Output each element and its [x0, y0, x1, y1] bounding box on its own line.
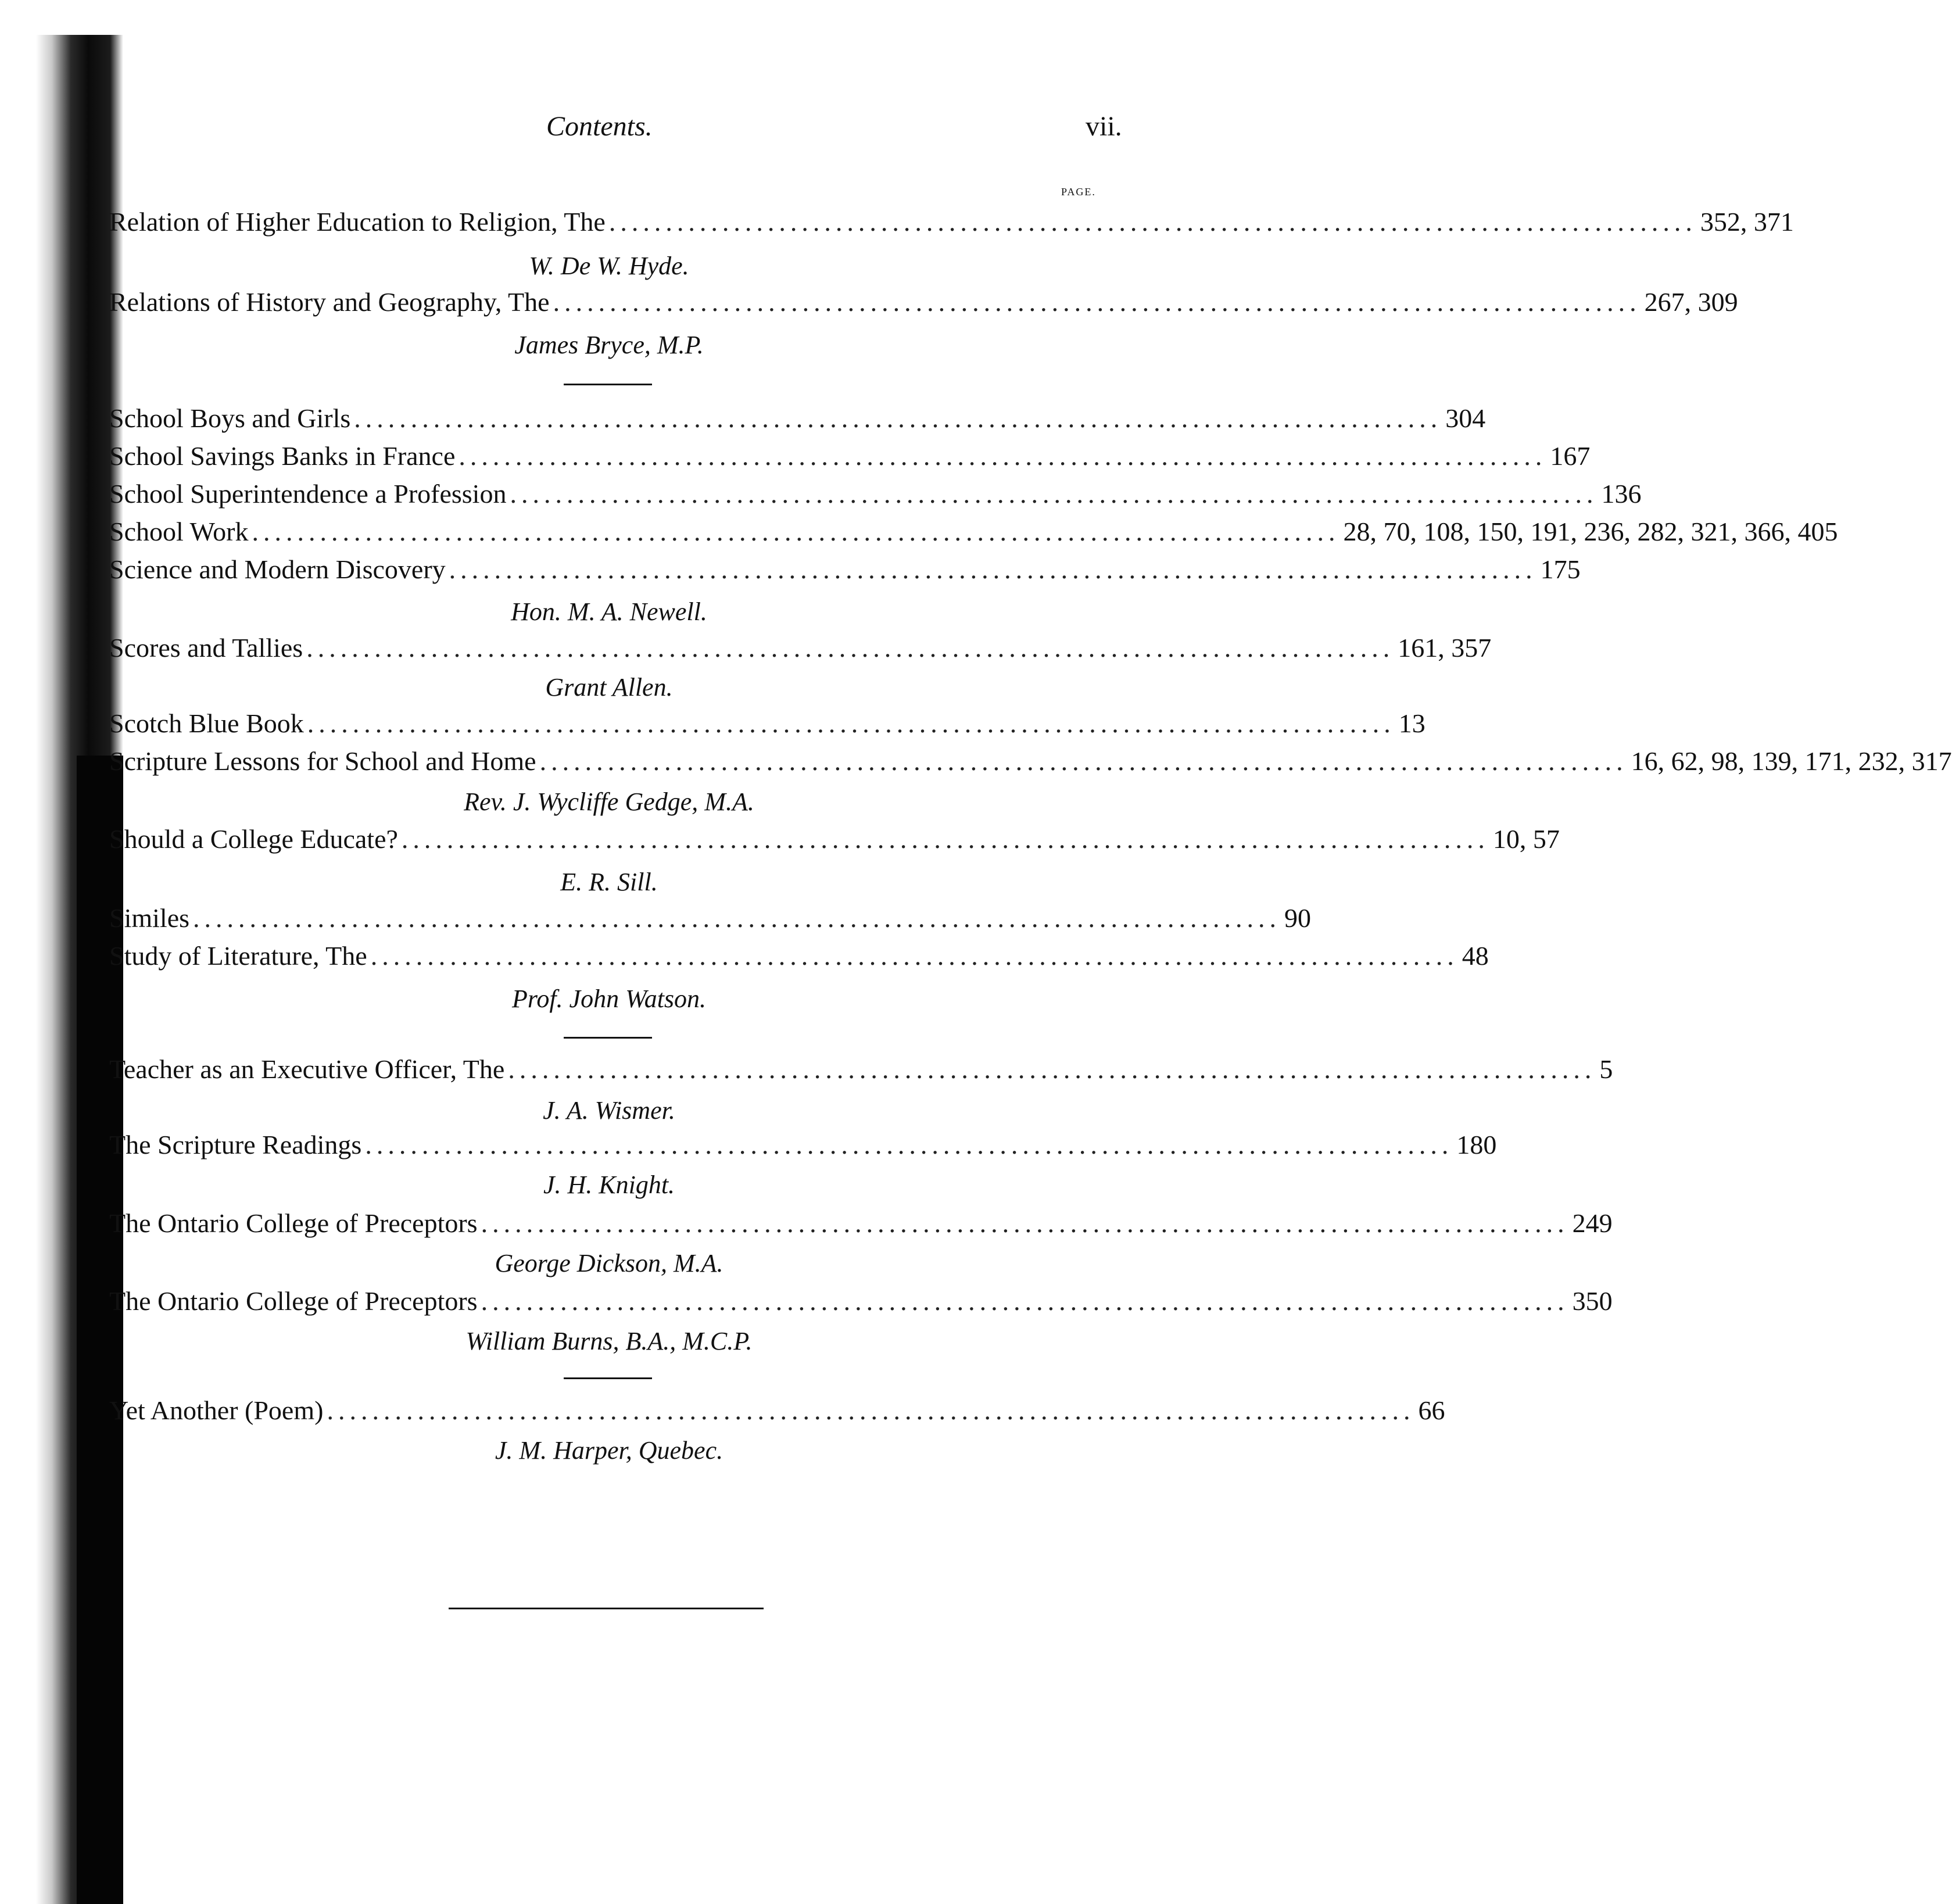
toc-entry — [109, 287, 1738, 324]
toc-entry — [109, 554, 1581, 591]
entry-title: Yet Another (Poem) — [109, 1395, 324, 1425]
toc-entry — [109, 516, 1838, 553]
leader-dots: ................................................................................................ — [539, 746, 1628, 776]
leader-dots: ................................................................................................ — [193, 903, 1281, 933]
entry-author: E. R. Sill. — [560, 868, 658, 896]
entry-pages: 28, 70, 108, 150, 191, 236, 282, 321, 366, 405 — [1343, 517, 1838, 546]
page-column-label: PAGE. — [1061, 186, 1096, 198]
entry-author: J. A. Wismer. — [543, 1096, 675, 1125]
entry-author: George Dickson, M.A. — [495, 1249, 724, 1277]
entry-title: Science and Modern Discovery — [109, 554, 446, 584]
entry-pages: 267, 309 — [1644, 287, 1738, 317]
entry-author: J. H. Knight. — [543, 1171, 675, 1199]
entry-pages: 304 — [1445, 403, 1486, 433]
leader-dots: ................................................................................................ — [365, 1130, 1453, 1159]
page-number: vii. — [1086, 111, 1122, 142]
leader-dots: ................................................................................................ — [354, 403, 1442, 433]
toc-entry — [109, 478, 1642, 516]
leader-dots: ................................................................................................ — [252, 517, 1340, 546]
entry-title: School Work — [109, 517, 249, 546]
toc-entry — [109, 441, 1591, 478]
entry-title: School Superintendence a Profession — [109, 479, 507, 509]
leader-dots: ................................................................................................ — [401, 824, 1489, 854]
toc-entry — [109, 824, 1560, 861]
entry-pages: 175 — [1540, 554, 1581, 584]
section-divider — [564, 384, 652, 385]
entry-pages: 13 — [1398, 708, 1426, 738]
entry-title: The Ontario College of Preceptors — [109, 1286, 478, 1316]
entry-pages: 66 — [1418, 1395, 1445, 1425]
leader-dots: ................................................................................................ — [481, 1208, 1569, 1238]
entry-pages: 16, 62, 98, 139, 171, 232, 317 — [1631, 746, 1952, 776]
page-title: Contents. — [546, 111, 653, 142]
entry-pages: 167 — [1550, 441, 1591, 471]
entry-title: Study of Literature, The — [109, 941, 367, 971]
entry-title: Scores and Tallies — [109, 633, 303, 663]
entry-title: Scripture Lessons for School and Home — [109, 746, 536, 776]
entry-author: J. M. Harper, Quebec. — [495, 1436, 724, 1465]
entry-title: Relations of History and Geography, The — [109, 287, 550, 317]
entry-pages: 48 — [1462, 941, 1489, 971]
toc-entry — [109, 403, 1486, 440]
section-divider — [564, 1037, 652, 1039]
toc-entry — [109, 940, 1489, 978]
entry-title: The Scripture Readings — [109, 1130, 362, 1159]
entry-pages: 180 — [1456, 1130, 1497, 1159]
entry-pages: 5 — [1599, 1054, 1613, 1084]
entry-author: Prof. John Watson. — [511, 985, 707, 1013]
leader-dots: ................................................................................................ — [459, 441, 1547, 471]
leader-dots: ................................................................................................ — [307, 708, 1395, 738]
entry-title: Relation of Higher Education to Religion, The — [109, 207, 606, 237]
section-divider — [564, 1377, 652, 1379]
entry-title: Should a College Educate? — [109, 824, 398, 854]
toc-entry — [109, 1129, 1497, 1166]
entry-title: Scotch Blue Book — [109, 708, 304, 738]
entry-title: School Boys and Girls — [109, 403, 351, 433]
entry-author: W. De W. Hyde. — [529, 252, 689, 280]
toc-entry — [109, 746, 1952, 783]
toc-entry — [109, 1208, 1613, 1245]
entry-pages: 136 — [1601, 479, 1642, 509]
entry-title: The Ontario College of Preceptors — [109, 1208, 478, 1238]
leader-dots: ................................................................................................ — [449, 554, 1537, 584]
leader-dots: ................................................................................................ — [608, 207, 1697, 237]
toc-entry — [109, 632, 1492, 670]
entry-pages: 350 — [1572, 1286, 1613, 1316]
toc-entry — [109, 206, 1794, 244]
closing-rule — [449, 1608, 764, 1609]
toc-entry — [109, 708, 1426, 745]
entry-pages: 90 — [1284, 903, 1312, 933]
page-header — [0, 110, 1227, 157]
leader-dots: ................................................................................................ — [508, 1054, 1596, 1084]
entry-author: Hon. M. A. Newell. — [511, 597, 707, 626]
leader-dots: ................................................................................................ — [510, 479, 1598, 509]
entry-title: School Savings Banks in France — [109, 441, 456, 471]
leader-dots: ................................................................................................ — [370, 941, 1459, 971]
toc-entry — [109, 903, 1312, 940]
entry-author: William Burns, B.A., M.C.P. — [465, 1327, 753, 1355]
entry-pages: 161, 357 — [1398, 633, 1492, 663]
entry-pages: 249 — [1572, 1208, 1613, 1238]
leader-dots: ................................................................................................ — [327, 1395, 1415, 1425]
toc-entry — [109, 1286, 1613, 1323]
toc-entry — [109, 1395, 1445, 1432]
leader-dots: ................................................................................................ — [553, 287, 1641, 317]
entry-author: Rev. J. Wycliffe Gedge, M.A. — [464, 788, 754, 816]
entry-author: James Bryce, M.P. — [514, 331, 704, 359]
toc-entry — [109, 1054, 1613, 1091]
leader-dots: ................................................................................................ — [481, 1286, 1569, 1316]
entry-title: Teacher as an Executive Officer, The — [109, 1054, 505, 1084]
entry-pages: 352, 371 — [1700, 207, 1794, 237]
entry-title: Similes — [109, 903, 190, 933]
entry-author: Grant Allen. — [545, 673, 673, 702]
leader-dots: ................................................................................................ — [306, 633, 1395, 663]
entry-pages: 10, 57 — [1492, 824, 1560, 854]
